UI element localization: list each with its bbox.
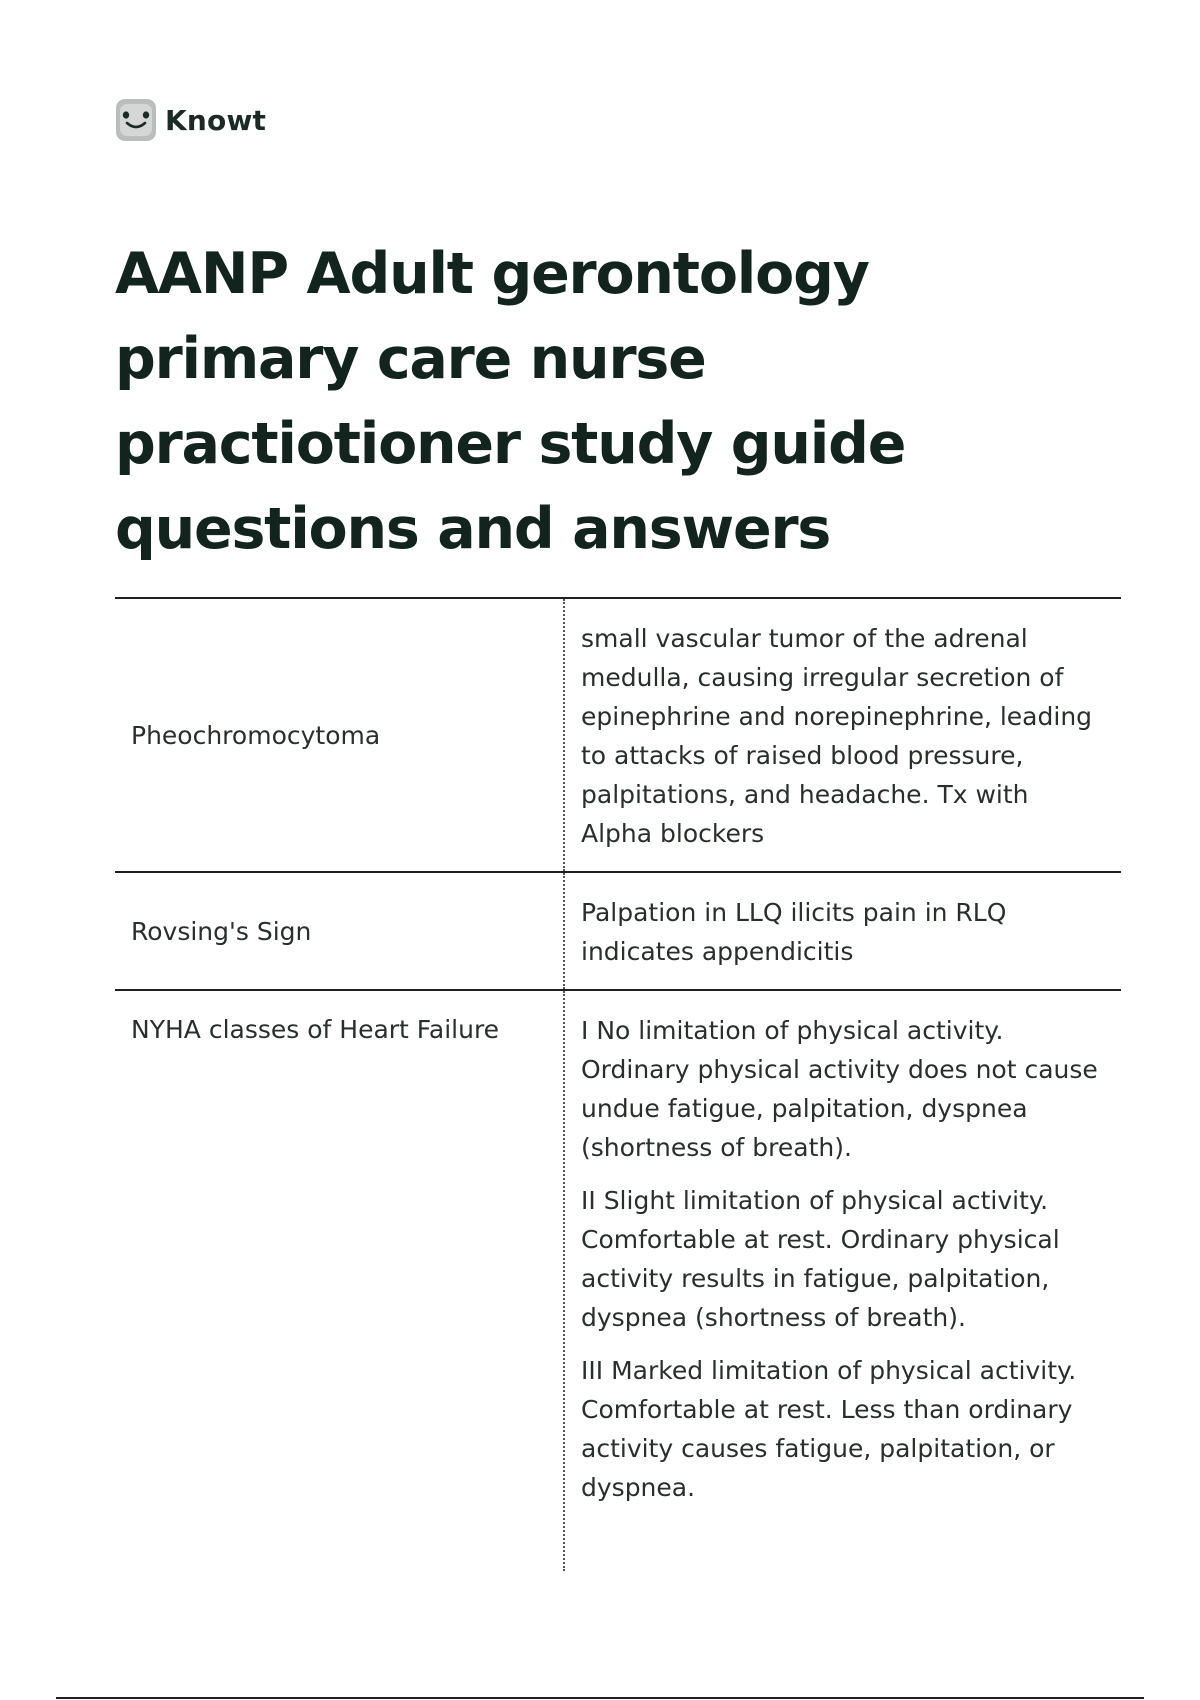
document-title: AANP Adult gerontology primary care nurse practiotioner study guide questions and answers — [115, 241, 906, 562]
definition-cell — [565, 599, 1121, 871]
knowt-face-icon — [115, 98, 157, 142]
definition-text: III Marked limitation of physical activity. Comfortable at rest. Less than ordinary activity causes fatigue, palpitation, or dyspnea. — [581, 1356, 1077, 1502]
definition-text: Palpation in LLQ ilicits pain in RLQ indicates appendicitis — [581, 898, 1007, 966]
definition-cell — [565, 873, 1121, 989]
definition-text: II Slight limitation of physical activity. Comfortable at rest. Ordinary physical activity results in fatigue, palpitation, dyspnea (shortness of breath). — [581, 1186, 1060, 1332]
footer-divider — [56, 1697, 1144, 1699]
brand-name: Knowt — [165, 103, 267, 137]
term-cell: NYHA classes of Heart Failure — [115, 991, 565, 1571]
flashcard-table — [115, 597, 1121, 1571]
brand-header — [115, 98, 266, 142]
term-cell: Pheochromocytoma — [115, 599, 565, 871]
definition-text: small vascular tumor of the adrenal medulla, causing irregular secretion of epinephrine and norepinephrine, leading to attacks of raised blood pressure, palpitations, and headache. Tx with Alpha blockers — [581, 624, 1093, 848]
flashcard-row — [115, 873, 1121, 991]
definition-cell — [565, 991, 1121, 1571]
term-cell: Rovsing's Sign — [115, 873, 565, 989]
flashcard-row — [115, 599, 1121, 873]
definition-text: I No limitation of physical activity. Ordinary physical activity does not cause undue fatigue, palpitation, dyspnea (shortness of breath). — [581, 1016, 1098, 1162]
flashcard-row — [115, 991, 1121, 1571]
